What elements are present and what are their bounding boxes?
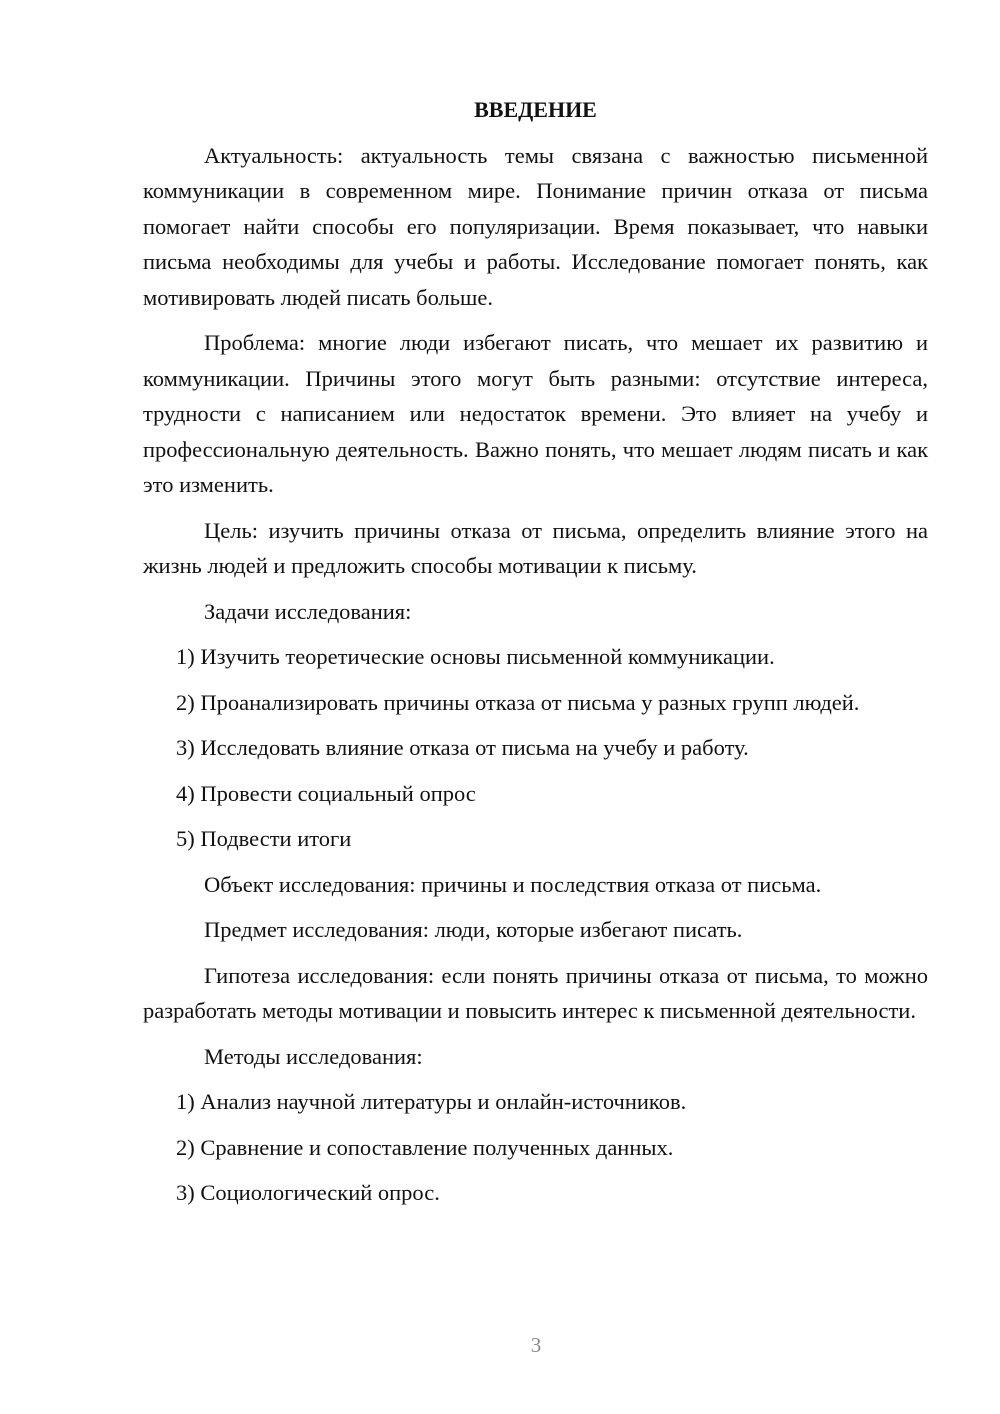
section-title: ВВЕДЕНИЕ <box>474 97 597 122</box>
method-item: 2) Сравнение и сопоставление полученных данных. <box>176 1134 674 1160</box>
task-item: 5) Подвести итоги <box>176 826 352 851</box>
method-item: 1) Анализ научной литературы и онлайн-источников. <box>176 1089 687 1114</box>
relevance-paragraph: Актуальность: актуальность темы связана с важностью письменной коммуникации в современном мире. Понимание причин отказа от письма помогает найти способы его популяризации. Время показывает, что навыки письма необходимы для учебы и работы. Исследование помогает понять, как мотивировать людей писать больше. <box>143 142 928 310</box>
subject-paragraph: Предмет исследования: люди, которые избегают писать. <box>204 917 743 942</box>
hypothesis-paragraph: Гипотеза исследования: если понять причины отказа от письма, то можно разработать методы мотивации и повысить интерес к письменной деятельности. <box>143 962 928 1023</box>
task-item: 3) Исследовать влияние отказа от письма на учебу и работу. <box>176 735 749 760</box>
page-content <box>143 92 928 1221</box>
task-item: 4) Провести социальный опрос <box>176 780 476 806</box>
task-item: 1) Изучить теоретические основы письменной коммуникации. <box>176 644 775 669</box>
methods-heading: Методы исследования: <box>204 1043 423 1069</box>
problem-paragraph: Проблема: многие люди избегают писать, что мешает их развитию и коммуникации. Причины этого могут быть разными: отсутствие интереса, трудности с написанием или недостаток времени. Это влияет на учебу и профессиональную деятельность. Важно понять, что мешает людям писать и как это изменить. <box>143 330 928 497</box>
page-number: 3 <box>530 1333 542 1357</box>
goal-paragraph: Цель: изучить причины отказа от письма, определить влияние этого на жизнь людей и предложить способы мотивации к письму. <box>143 517 928 578</box>
method-item: 3) Социологический опрос. <box>176 1180 440 1205</box>
task-item: 2) Проанализировать причины отказа от письма у разных групп людей. <box>176 689 860 715</box>
tasks-heading: Задачи исследования: <box>204 598 412 624</box>
object-paragraph: Объект исследования: причины и последствия отказа от письма. <box>204 871 822 897</box>
